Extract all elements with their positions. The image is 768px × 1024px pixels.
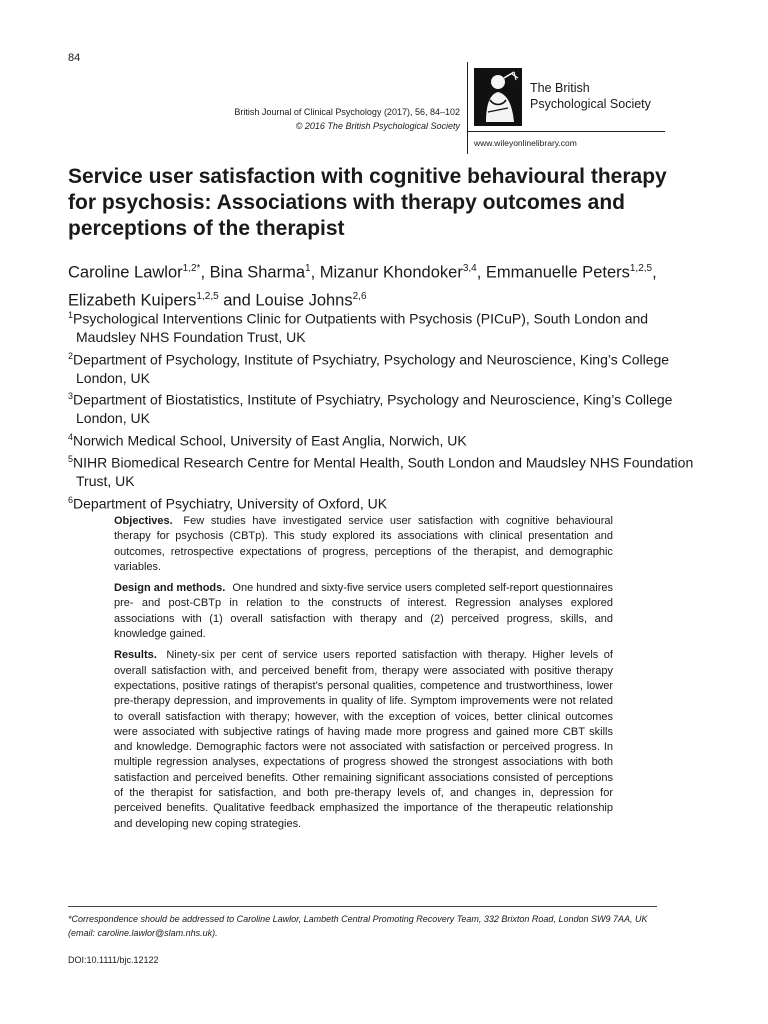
affiliation-number: 4 xyxy=(68,431,74,442)
author-name: Caroline Lawlor xyxy=(68,263,183,282)
author-name: Bina Sharma xyxy=(209,263,305,282)
abstract xyxy=(114,514,613,838)
header-divider-vertical xyxy=(467,62,468,154)
abstract-section-text: One hundred and sixty-five service users completed self-report questionnaires pre- and post-CBTp in relation to the constructs of interest. Regression analyses explored associations with (1) overall satisfaction with therapy and (2) perceived progress, skills, and knowledge gained. xyxy=(114,582,613,641)
abstract-section-label: Design and methods. xyxy=(114,582,226,595)
journal-citation: British Journal of Clinical Psychology (2017), 56, 84–102 xyxy=(234,107,460,117)
abstract-section xyxy=(114,648,613,832)
author-name: Elizabeth Kuipers xyxy=(68,291,197,309)
footnote-rule xyxy=(68,906,657,907)
affiliation-item xyxy=(68,491,708,513)
affiliation-item xyxy=(68,428,708,450)
author-affiliation-marker: 2,6 xyxy=(352,290,367,302)
affiliation-number: 2 xyxy=(68,350,74,361)
affiliation-list xyxy=(68,306,708,513)
author-affiliation-marker: 1,2,5 xyxy=(629,263,653,274)
abstract-section xyxy=(114,514,613,575)
affiliation-item xyxy=(68,450,708,491)
author-separator: , xyxy=(476,263,486,282)
author-list xyxy=(68,257,698,312)
author-name: Mizanur Khondoker xyxy=(319,263,463,282)
author-separator: , xyxy=(652,263,657,282)
affiliation-item xyxy=(68,347,708,388)
affiliation-item xyxy=(68,387,708,428)
abstract-section-label: Objectives. xyxy=(114,515,173,527)
abstract-section-text: Ninety-six per cent of service users reported satisfaction with therapy. Higher levels of overall satisfaction with, and perceived benefit from, therapy were associated with positive therapy expectations, positive ratings of therapist’s personal qualities, competence and trustworthiness, lower pre-therapy depression, and improvements in quality of life. Symptom improvements were not related to overall satisfaction with therapy; however, with the exception of voices, better clinical outcomes were associated with subjective ratings of having made more progress and gained more CBT skills and knowledge. Demographic factors were not associated with satisfaction or perceived progress. In multiple regression analyses, expectations of progress showed the strongest associations with both satisfaction and perceived benefits. Other remaining significant associations consisted of perceptions of the therapist for satisfaction, and both pre-therapy levels of, and changes in, depression for perceived benefits. Qualitative feedback emphasized the importance of the therapeutic relationship and developing new coping strategies. xyxy=(114,649,613,830)
doi: DOI:10.1111/bjc.12122 xyxy=(68,955,159,965)
affiliation-text: Department of Psychiatry, University of Oxford, UK xyxy=(73,495,388,512)
affiliation-number: 6 xyxy=(68,494,74,505)
article-title: Service user satisfaction with cognitive behavioural therapy for psychosis: Associations with therapy outcomes and perceptions of the therapist xyxy=(68,165,667,240)
abstract-section-label: Results. xyxy=(114,649,157,662)
author-name: Louise Johns xyxy=(255,291,353,309)
society-name-line1: The British xyxy=(530,81,590,95)
affiliation-number: 3 xyxy=(68,391,74,402)
affiliation-text: NIHR Biomedical Research Centre for Mental Health, South London and Maudsley NHS Foundation Trust, UK xyxy=(73,454,694,490)
affiliation-item xyxy=(68,306,708,347)
society-name-line2: Psychological Society xyxy=(530,97,651,111)
author-affiliation-marker: 1 xyxy=(305,263,311,274)
author-separator: and xyxy=(218,291,256,309)
correspondence-footnote: *Correspondence should be addressed to Caroline Lawlor, Lambeth Central Promoting Recovery Team, 332 Brixton Road, London SW9 7AA, UK (email: caroline.lawlor@slam.nhs.uk). xyxy=(68,914,648,938)
page-number: 84 xyxy=(68,52,81,64)
affiliation-text: Norwich Medical School, University of East Anglia, Norwich, UK xyxy=(73,432,467,449)
website-link[interactable]: www.wileyonlinelibrary.com xyxy=(474,138,577,148)
affiliation-text: Department of Biostatistics, Institute of Psychiatry, Psychology and Neuroscience, King’s College London, UK xyxy=(73,391,673,427)
bps-logo-icon xyxy=(474,68,522,126)
abstract-section xyxy=(114,581,613,642)
affiliation-number: 5 xyxy=(68,454,74,465)
abstract-section-text: Few studies have investigated service user satisfaction with cognitive behavioural therapy for psychosis (CBTp). This study explored its associations with clinical presentation and outcomes, retrospective expectations of progress, perceptions of the therapist, and demographic variables. xyxy=(114,515,613,573)
author-separator: , xyxy=(310,263,320,282)
affiliation-text: Psychological Interventions Clinic for Outpatients with Psychosis (PICuP), South London and Maudsley NHS Foundation Trust, UK xyxy=(73,310,649,346)
affiliation-number: 1 xyxy=(68,310,74,320)
author-affiliation-marker: 1,2* xyxy=(182,263,201,274)
author-name: Emmanuelle Peters xyxy=(485,263,630,282)
author-affiliation-marker: 3,4 xyxy=(462,263,477,274)
affiliation-text: Department of Psychology, Institute of Psychiatry, Psychology and Neuroscience, King’s College London, UK xyxy=(73,351,670,386)
author-affiliation-marker: 1,2,5 xyxy=(196,290,219,302)
society-name xyxy=(530,80,651,112)
header-divider-horizontal xyxy=(467,131,665,132)
author-separator: , xyxy=(200,263,210,282)
journal-citation-block xyxy=(234,105,460,133)
journal-copyright: © 2016 The British Psychological Society xyxy=(295,121,460,131)
